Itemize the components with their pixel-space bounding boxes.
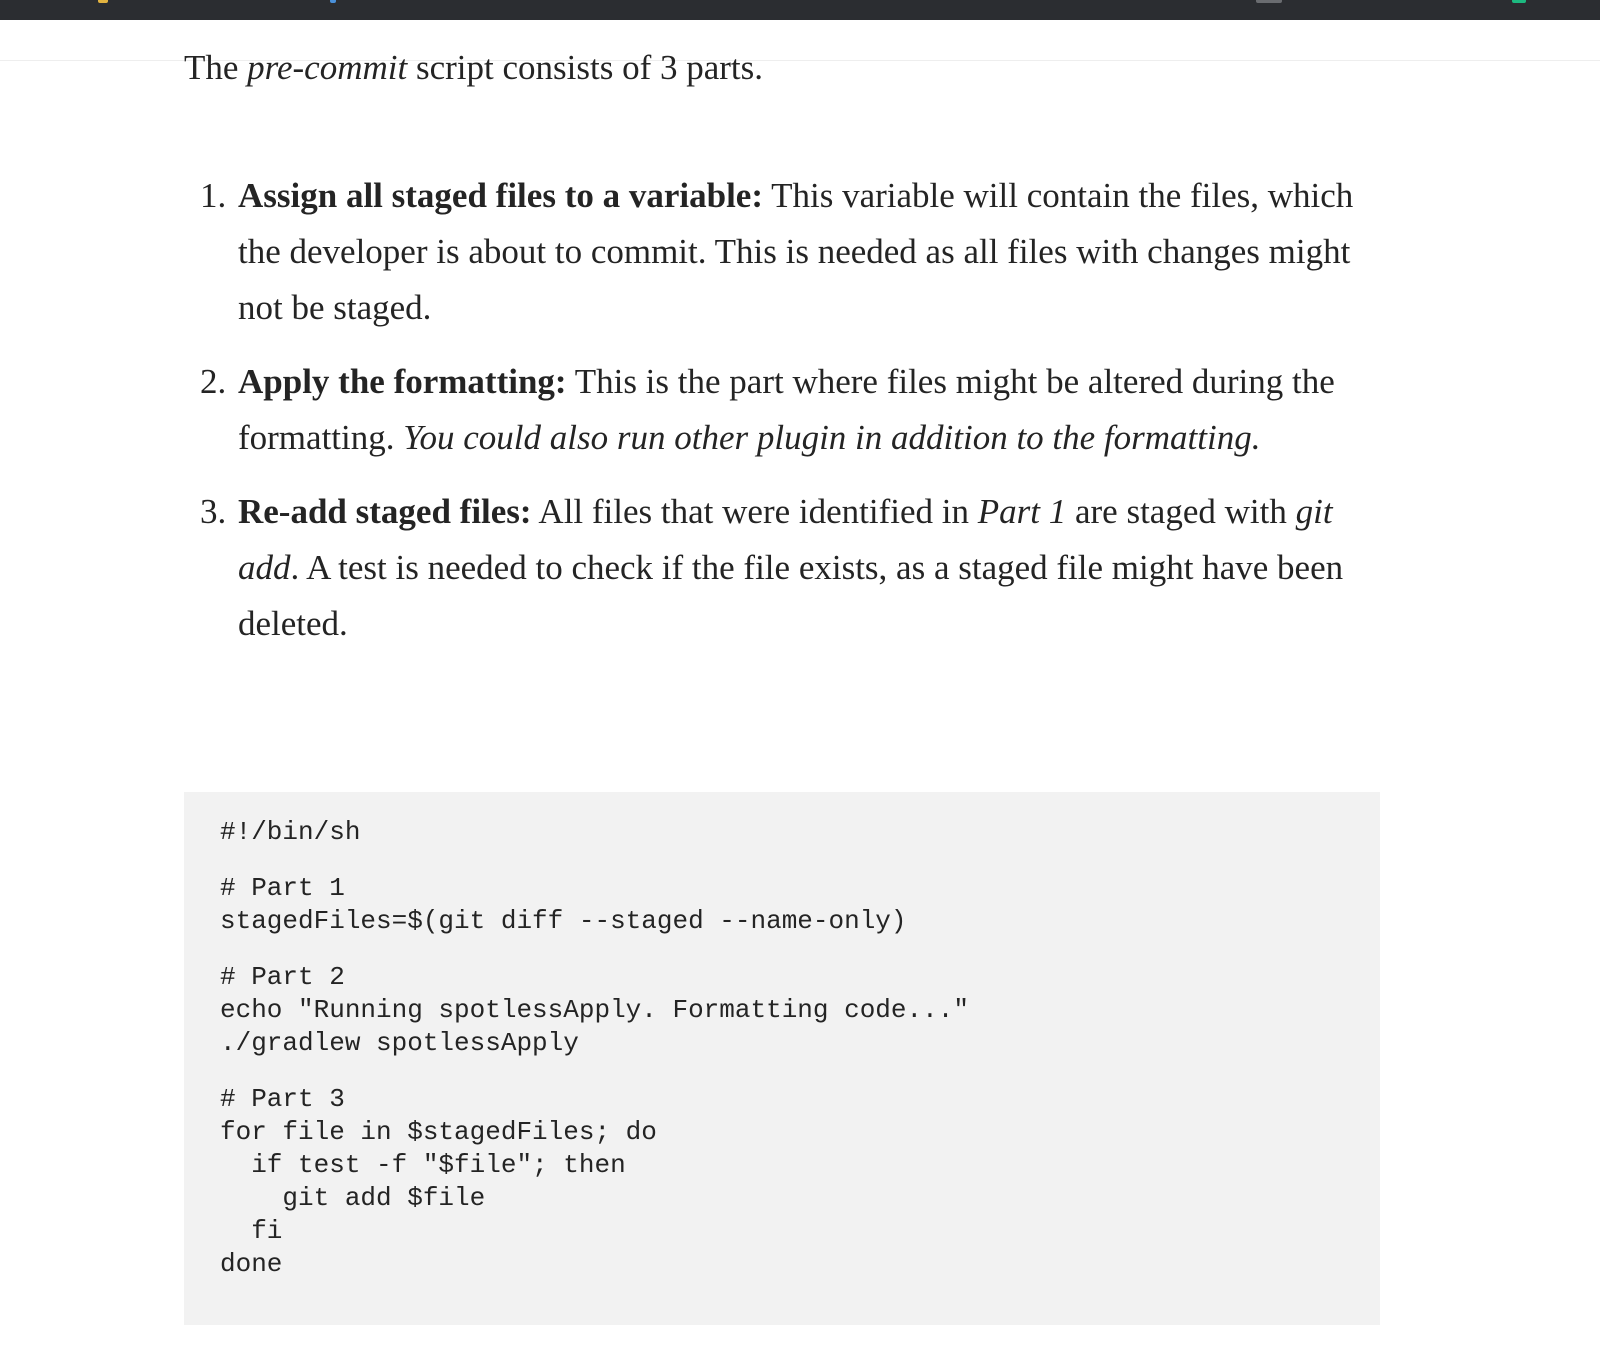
list-item xyxy=(184,484,1380,652)
code-line: stagedFiles=$(git diff --staged --name-only) xyxy=(220,906,907,936)
code-line: #!/bin/sh xyxy=(220,817,361,847)
code-line: # Part 2 xyxy=(220,962,345,992)
intro-paragraph: The pre-commit script consists of 3 parts. xyxy=(184,48,764,87)
list-item-title: Assign all staged files to a variable: xyxy=(238,176,763,215)
list-item-number: 1. xyxy=(200,176,227,215)
code-line: for file in $stagedFiles; do xyxy=(220,1117,657,1147)
code-line: done xyxy=(220,1249,283,1279)
list-item-text: . A test is needed to check if the file exists, as a staged file might have been deleted. xyxy=(238,548,1344,643)
code-line: # Part 1 xyxy=(220,873,345,903)
browser-top-bar xyxy=(0,0,1600,20)
top-bar-indicator-tab xyxy=(1256,0,1282,3)
code-line: if test -f "$file"; then xyxy=(220,1150,626,1180)
code-line: fi xyxy=(220,1216,283,1246)
list-item-text: This is the part where files might be altered during the formatting. xyxy=(238,362,1335,457)
list-item-text: All files that were identified in xyxy=(531,492,978,531)
list-item xyxy=(184,168,1380,336)
top-bar-indicator-blue xyxy=(330,0,336,3)
list-item-emphasis: You could also run other plugin in addition to the formatting. xyxy=(403,418,1261,457)
code-line: echo "Running spotlessApply. Formatting code..." xyxy=(220,995,969,1025)
list-item-emphasis: Part 1 xyxy=(977,492,1067,531)
code-block[interactable] xyxy=(184,792,1380,1325)
code-line: # Part 3 xyxy=(220,1084,345,1114)
list-item xyxy=(184,354,1380,466)
list-item-text: This variable will contain the files, which the developer is about to commit. This is needed as all files with changes might not be staged. xyxy=(238,176,1354,327)
intro-emphasis: pre-commit xyxy=(247,48,408,87)
list-item-text: are staged with xyxy=(1066,492,1296,531)
list-item-number: 2. xyxy=(200,362,227,401)
code-line: git add $file xyxy=(220,1183,486,1213)
code-content xyxy=(220,816,1344,1281)
steps-list xyxy=(184,168,1380,652)
code-line: ./gradlew spotlessApply xyxy=(220,1028,579,1058)
list-item-title: Re-add staged files: xyxy=(238,492,532,531)
list-item-title: Apply the formatting: xyxy=(238,362,567,401)
list-item-number: 3. xyxy=(200,492,227,531)
article-body xyxy=(184,40,1380,670)
list-item-emphasis: git add xyxy=(238,492,1333,587)
top-bar-indicator-green xyxy=(1512,0,1526,3)
top-bar-indicator-yellow xyxy=(98,0,108,3)
